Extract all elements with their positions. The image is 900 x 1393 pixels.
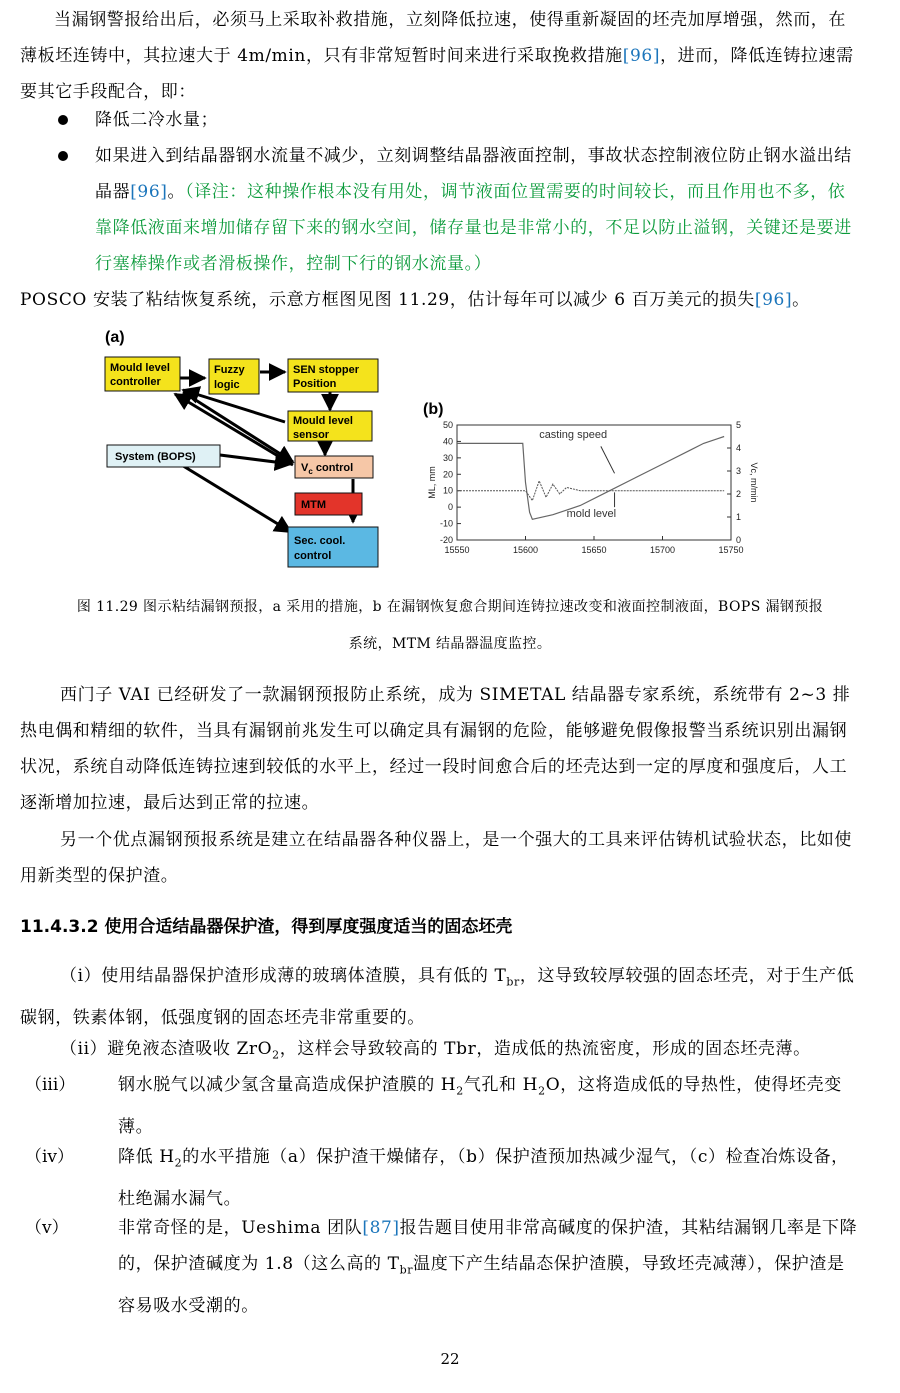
- posco-text: POSCO 安装了粘结恢复系统，示意方框图见图 11.29，估计每年可以减少 6 百万美元的损失: [20, 290, 755, 310]
- figure-11-29: [95, 322, 765, 577]
- box-text: Position: [293, 378, 337, 390]
- y-tick-label-right: 2: [736, 489, 742, 499]
- item-iii-text: 钢水脱气以减少氢含量高造成保护渣膜的 H: [118, 1075, 457, 1095]
- box-system-bops: [107, 445, 220, 467]
- posco-end: 。: [792, 290, 810, 310]
- item-v-text: 非常奇怪的是，Ueshima 团队: [118, 1218, 363, 1238]
- item-i: [20, 958, 860, 1036]
- x-tick-label: 15550: [444, 545, 470, 555]
- y-tick-label-left: -10: [439, 518, 453, 529]
- item-i-sub: br: [506, 975, 520, 989]
- box-vc-control: [295, 456, 373, 478]
- item-v-label: （v）: [25, 1218, 69, 1238]
- box-text: control: [312, 462, 354, 474]
- y-tick-label-left: 10: [442, 485, 453, 496]
- bullet-2-text: 如果进入到结晶器钢水流量不减少，立刻调整结晶器液面控制，事故状态控制液位防止钢水溢出结晶器: [95, 146, 852, 202]
- item-v-text: 温度下产生结晶态保护渣膜，导致坯壳减薄），保护渣是容易吸水受潮的。: [118, 1254, 845, 1317]
- item-v-sub: br: [399, 1263, 414, 1277]
- panel-b-label: (b): [423, 401, 444, 418]
- y-tick-label-right: 5: [736, 420, 742, 430]
- y-tick-label-left: 0: [447, 502, 453, 513]
- box-text: sensor: [293, 429, 330, 441]
- page-number: 22: [440, 1350, 460, 1368]
- bullet-marker: [58, 115, 68, 125]
- figure-caption-line-2: 系统，MTM 结晶器温度监控。: [348, 636, 552, 652]
- citation-link[interactable]: [96]: [754, 290, 793, 310]
- y-tick-label-left: 30: [442, 452, 453, 463]
- annotation-mold-level: mold level: [566, 508, 617, 520]
- box-text: Sec. cool.: [294, 535, 346, 547]
- bullet-marker: [58, 151, 68, 161]
- box-text: System (BOPS): [115, 451, 196, 463]
- box-text: logic: [214, 379, 240, 391]
- item-iv-text: 的水平措施（a）保护渣干燥储存，（b）保护渣预加热减少湿气，（c）检查冶炼设备，杜绝漏水漏气。: [118, 1147, 849, 1210]
- bullet-2-period: 。: [167, 182, 186, 202]
- panel-a-label: (a): [105, 329, 125, 346]
- item-v: [118, 1210, 858, 1324]
- item-iii-sub: 2: [456, 1084, 464, 1098]
- y-axis-label-left: ML, mm: [427, 466, 437, 499]
- box-text: SEN stopper: [293, 364, 360, 376]
- intro-paragraph: [20, 2, 860, 110]
- box-mould-level-sensor: [288, 411, 372, 441]
- x-tick-label: 15650: [581, 545, 607, 555]
- x-tick-label: 15700: [649, 545, 676, 555]
- y-tick-label-left: 20: [442, 469, 453, 480]
- item-iv-label: （iv）: [25, 1147, 75, 1167]
- bullet-item-1: 降低二冷水量；: [95, 110, 219, 130]
- translator-note: （译注：这种操作根本没有用处，调节液面位置需要的时间较长，而且作用也不多，依靠降低液面来增加储存留下来的钢水空间，储存量也是非常小的，不足以防止溢钢，关键还是要进行塞棒操作或者滑板操作，控制下行的钢水流量。）: [95, 182, 852, 274]
- line-chart: [427, 420, 759, 555]
- item-ii-text-a: （ii）避免液态渣吸收 ZrO: [60, 1039, 273, 1059]
- intro-text-a: 当漏钢警报给出后，必须马上采取补救措施，立刻降低拉速，使得重新凝固的坯壳加厚增强，然而，在薄板坯连铸中，其拉速大于 4m/min，只有非常短暂时间来进行采取挽救措施: [20, 10, 846, 66]
- box-text: Mould level: [110, 362, 170, 374]
- item-v-text: 报告题目使用非常高碱度的保护渣，其粘结漏钢几率是下降的，保护渣碱度为 1.8（这么高的 T: [118, 1218, 858, 1274]
- item-ii-sub: 2: [272, 1048, 280, 1062]
- box-text: control: [294, 550, 332, 562]
- citation-link[interactable]: [96]: [622, 46, 661, 66]
- item-i-text-b: ，这导致较厚较强的固态坯壳，对于生产低碳钢，铁素体钢，低强度钢的固态坯壳非常重要的。: [20, 966, 855, 1029]
- box-text: MTM: [301, 499, 327, 511]
- box-text: Mould level: [293, 415, 353, 427]
- x-tick-label: 15600: [512, 545, 539, 555]
- item-iv-sub: 2: [174, 1156, 183, 1170]
- y-tick-label-right: 4: [736, 443, 742, 453]
- y-tick-label-right: 1: [736, 512, 742, 522]
- siemens-paragraph: 西门子 VAI 已经研发了一款漏钢预报防止系统，成为 SIMETAL 结晶器专家系统，系统带有 2~3 排热电偶和精细的软件，当具有漏钢前兆发生可以确定具有漏钢的危险，能够避免假像报警当系统识别出漏钢状况，系统自动降低连铸拉速到较低的水平上，经过一段时间愈合后的坯壳达到一定的厚度和强度后，人工逐渐增加拉速，最后达到正常的拉速。: [20, 685, 851, 813]
- y-tick-label-left: 50: [442, 420, 453, 430]
- x-tick-label: 15750: [718, 545, 744, 555]
- box-text-sub: c: [308, 467, 313, 476]
- item-iii-label: （iii）: [25, 1075, 76, 1095]
- item-iii-text: O，这将造成低的导热性，使得坯壳变薄。: [118, 1075, 842, 1138]
- y-tick-label-right: 0: [736, 535, 742, 545]
- annotation-casting-speed: casting speed: [539, 429, 608, 442]
- item-iii: [118, 1067, 858, 1145]
- box-sec-cool-control: [288, 527, 378, 567]
- box-mould-level-controller: [105, 357, 180, 391]
- plot-frame: [457, 425, 731, 540]
- posco-paragraph: [20, 282, 860, 318]
- y-tick-label-left: -20: [439, 535, 453, 545]
- box-sen-stopper-position: [288, 359, 378, 392]
- item-iii-sub: 2: [538, 1084, 546, 1098]
- y-tick-label-right: 3: [736, 466, 742, 476]
- y-axis-label-right: Vc, m/min: [749, 462, 759, 503]
- item-ii-text-b: ，这样会导致较高的 Tbr，造成低的热流密度，形成的固态坯壳薄。: [279, 1039, 811, 1059]
- item-iv-text: 降低 H: [118, 1147, 175, 1167]
- citation-link[interactable]: [96]: [130, 182, 168, 202]
- item-iv: [118, 1139, 858, 1217]
- box-mtm: [295, 493, 362, 515]
- advantage-paragraph: 另一个优点漏钢预报系统是建立在结晶器各种仪器上，是一个强大的工具来评估铸机试验状态，比如使用新类型的保护渣。: [20, 830, 852, 886]
- intro-text-b: ，进而，降低连铸拉速需要其它手段配合，即：: [20, 46, 854, 102]
- bullet-item-2: [95, 138, 860, 282]
- y-tick-label-left: 40: [442, 436, 453, 447]
- box-text: Fuzzy: [214, 364, 245, 376]
- box-fuzzy-logic: [209, 359, 259, 394]
- section-heading: 11.4.3.2 使用合适结晶器保护渣，得到厚度强度适当的固态坯壳: [20, 917, 513, 937]
- citation-link[interactable]: [87]: [362, 1218, 400, 1238]
- figure-caption-line-1: 图 11.29 图示粘结漏钢预报，a 采用的措施，b 在漏钢恢复愈合期间连铸拉速改变和液面控制液面，BOPS 漏钢预报: [76, 599, 824, 615]
- box-text: V: [301, 462, 309, 474]
- box-text: controller: [110, 376, 161, 388]
- item-i-text-a: （i）使用结晶器保护渣形成薄的玻璃体渣膜，具有低的 T: [60, 966, 507, 986]
- item-iii-text: 气孔和 H: [463, 1075, 539, 1095]
